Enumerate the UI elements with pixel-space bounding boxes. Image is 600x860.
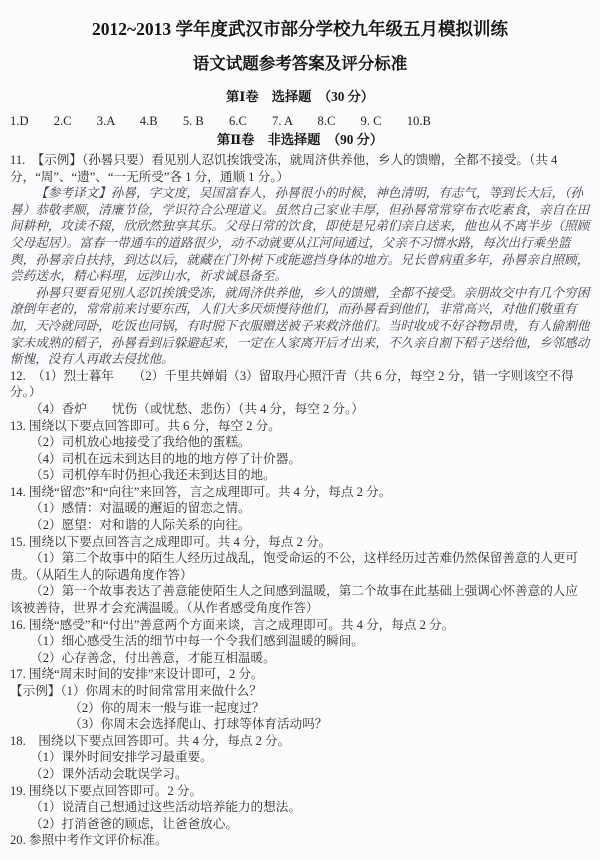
page-subtitle: 语文试题参考答案及评分标准: [192, 53, 408, 73]
body-line: （1）细心感受生活的细节中每一个令我们感到温暖的瞬间。: [30, 634, 364, 649]
body-line: 孙晷只要看见别人忍饥挨饿受冻，就周济供养他，乡人的馈赠，全都不接受。亲朋故交中有几个穷困潦倒年老的，常常前来讨要东西，人们大多厌烦慢待他们，而孙晷看到他们，非常高兴，对他们敬重有加，天冷就同卧，吃饭也同锅，有时脱下衣服赠送被子来救济他们。当时收成不好谷物昂贵，有人偷割他家未成熟的稻子，孙晷看到后躲避起来，一定在人家离开后才出来，不久亲自割下稻子送给他，乡邻感动惭愧，没有人再敢去侵扰他。: [10, 285, 590, 367]
body-line: （1）说清自己想通过这些活动培养能力的想法。: [30, 800, 301, 815]
body-line: （3）你周末会选择爬山、打球等体育活动吗？: [69, 717, 328, 732]
body-line: 【参考译文】孙晷，字文度，吴国富春人，孙晷很小的时候，神色清明，有志气，等到长大后，（孙晷）恭敬孝顺，清廉节俭，学识符合公理道义。虽然自己家业丰厚，但孙晷常常穿布衣吃素食，亲自在田间耕种，攻读不辍，欣欣然独享其乐。父母日常的饮食，即使是兄弟们亲自送来，他也从不离半步（照顾父母起居）。富春一带通车的道路很少，动不动就要从江河间通过，父亲不习惯水路，每次出行乘坐篮舆，孙晷亲自扶持，到达以后，就藏在门外树下或能遮挡身体的地方。兄长曾病重多年，孙晷亲自照顾，尝药送水，精心料理，远涉山水，祈求诚恳备至。: [10, 186, 590, 284]
answer-body: [10, 152, 590, 849]
body-line: （2）打消爸爸的顾虑，让爸爸放心。: [30, 816, 238, 831]
body-line: 11. 【示例】（孙晷只要）看见别人忍饥挨饿受冻，就周济供养他，乡人的馈赠，全都不接受。（共 4 分，“周”、“遗”、“一无所受”各 1 分，通顺 1 分。）: [10, 153, 558, 184]
body-line: （1）感情：对温暖的邂逅的留恋之情。: [30, 501, 251, 516]
body-line: 13. 围绕以下要点回答即可。共 6 分，每空 2 分。: [10, 418, 281, 433]
body-line: 12. （1）烈士暮年 （2）千里共婵娟（3）留取丹心照汗青（共 6 分，每空 2 分，错一字则该空不得分。）: [10, 368, 574, 400]
body-line: （2）心存善念，付出善意，才能互相温暖。: [30, 650, 276, 665]
body-line: （4）香炉 忧伤（或忧愁、悲伤）（共 4 分，每空 2 分。）: [30, 401, 364, 416]
body-line: （2）你的周末一般与谁一起度过？: [69, 700, 265, 715]
section1-heading: 第Ⅰ卷 选择题 （30 分）: [226, 89, 374, 105]
body-line: （5）司机停车时仍担心我还未到达目的地。: [30, 468, 276, 483]
body-line: （2）课外活动会耽误学习。: [30, 766, 188, 781]
body-line: 17. 围绕“周末时间的安排”来设计即可，2 分。: [10, 667, 264, 682]
body-line: （2）愿望：对和谐的人际关系的向往。: [30, 518, 251, 533]
body-line: （1）第二个故事中的陌生人经历过战乱，饱受命运的不公，这样经历过苦难仍然保留善意的人更可贵。（从陌生人的际遇角度作答）: [10, 551, 578, 582]
body-line: 16. 围绕“感受”和“付出”善意两个方面来谈，言之成理即可。共 4 分，每点 2 分。: [10, 617, 455, 632]
body-line: （2）第一个故事表达了善意能使陌生人之间感到温暖，第二个故事在此基础上强调心怀善意的人应该被善待，世界才会充满温暖。（从作者感受角度作答）: [10, 584, 578, 616]
page-title: 2012~2013 学年度武汉市部分学校九年级五月模拟训练: [92, 19, 508, 39]
body-line: （2）司机放心地接受了我给他的蛋糕。: [30, 435, 251, 450]
multiple-choice-answers: 1.D 2.C 3.A 4.B 5. B 6.C 7. A 8.C 9. C 10.B: [10, 113, 431, 128]
body-line: 20. 参照中考作文评价标准。: [10, 833, 168, 848]
body-line: （4）司机在远未到达目的地的地方停了计价器。: [30, 451, 301, 466]
body-line: （1）课外时间安排学习最重要。: [30, 750, 213, 765]
body-line: 15. 围绕以下要点回答言之成理即可。共 4 分，每点 2 分。: [10, 534, 332, 549]
section2-heading: 第Ⅱ卷 非选择题 （90 分）: [216, 132, 384, 148]
body-line: 18. 围绕以下要点回答即可。共 4 分，每点 2 分。: [10, 733, 291, 748]
body-line: 14. 围绕“留恋”和“向往”来回答，言之成理即可。共 4 分，每点 2 分。: [10, 484, 392, 499]
body-line: 19. 围绕以下要点回答即可。2 分。: [10, 783, 203, 798]
body-line: 【示例】（1）你周末的时间常常用来做什么？: [10, 684, 262, 698]
